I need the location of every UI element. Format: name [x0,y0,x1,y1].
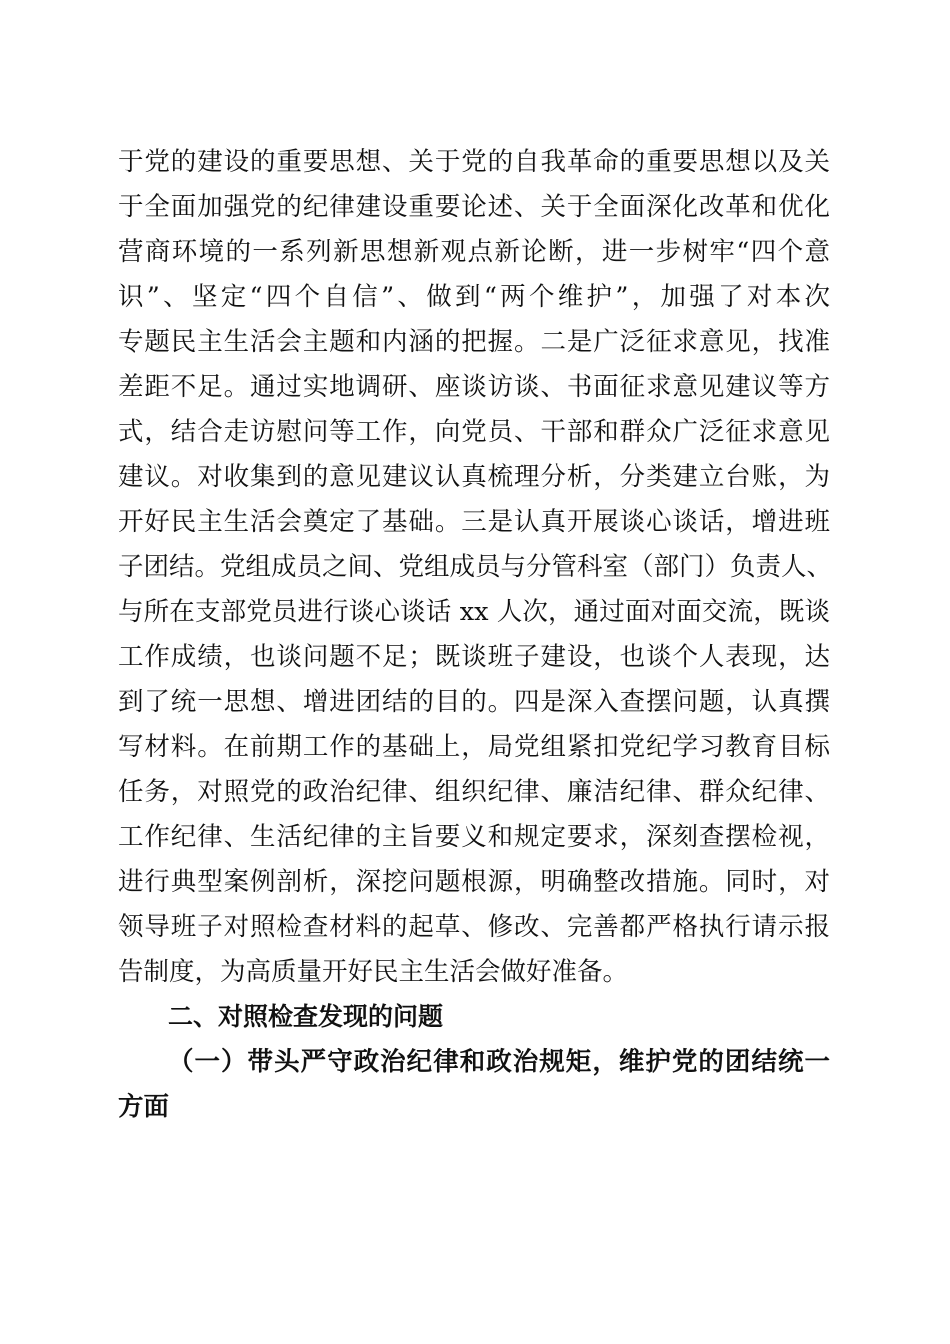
body-line: 于党的建设的重要思想、关于党的自我革命的重要思想以及关 [118,147,830,177]
body-line: 到了统一思想、增进团结的目的。四是深入查摆问题，认真撰 [118,687,830,717]
subsection-heading-continuation: 方面 [118,1092,170,1122]
body-line: 写材料。在前期工作的基础上，局党组紧扣党纪学习教育目标 [118,732,830,762]
body-line: 工作纪律、生活纪律的主旨要义和规定要求，深刻查摆检视， [118,822,830,852]
body-line: 专题民主生活会主题和内涵的把握。二是广泛征求意见，找准 [118,327,830,357]
body-line: 开好民主生活会奠定了基础。三是认真开展谈心谈话，增进班 [118,507,830,537]
subsection-heading: （一）带头严守政治纪律和政治规矩，维护党的团结统一 [168,1047,830,1077]
body-line: 式，结合走访慰问等工作，向党员、干部和群众广泛征求意见 [118,417,830,447]
body-line: 差距不足。通过实地调研、座谈访谈、书面征求意见建议等方 [118,372,830,402]
section-heading: 二、对照检查发现的问题 [168,1002,444,1031]
body-line: 工作成绩，也谈问题不足；既谈班子建设，也谈个人表现，达 [118,642,830,672]
body-line: 任务，对照党的政治纪律、组织纪律、廉洁纪律、群众纪律、 [118,777,830,807]
body-line: 告制度，为高质量开好民主生活会做好准备。 [118,957,629,987]
body-line: 与所在支部党员进行谈心谈话 xx 人次，通过面对面交流，既谈 [118,597,830,627]
body-line: 营商环境的一系列新思想新观点新论断，进一步树牢“四个意 [118,237,830,267]
body-line: 识”、坚定“四个自信”、做到“两个维护”，加强了对本次 [118,282,830,312]
body-line: 子团结。党组成员之间、党组成员与分管科室（部门）负责人、 [118,552,833,582]
body-line: 建议。对收集到的意见建议认真梳理分析，分类建立台账，为 [118,462,830,492]
body-line: 进行典型案例剖析，深挖问题根源，明确整改措施。同时，对 [118,867,830,897]
body-line: 领导班子对照检查材料的起草、修改、完善都严格执行请示报 [118,912,830,942]
body-line: 于全面加强党的纪律建设重要论述、关于全面深化改革和优化 [118,192,830,222]
